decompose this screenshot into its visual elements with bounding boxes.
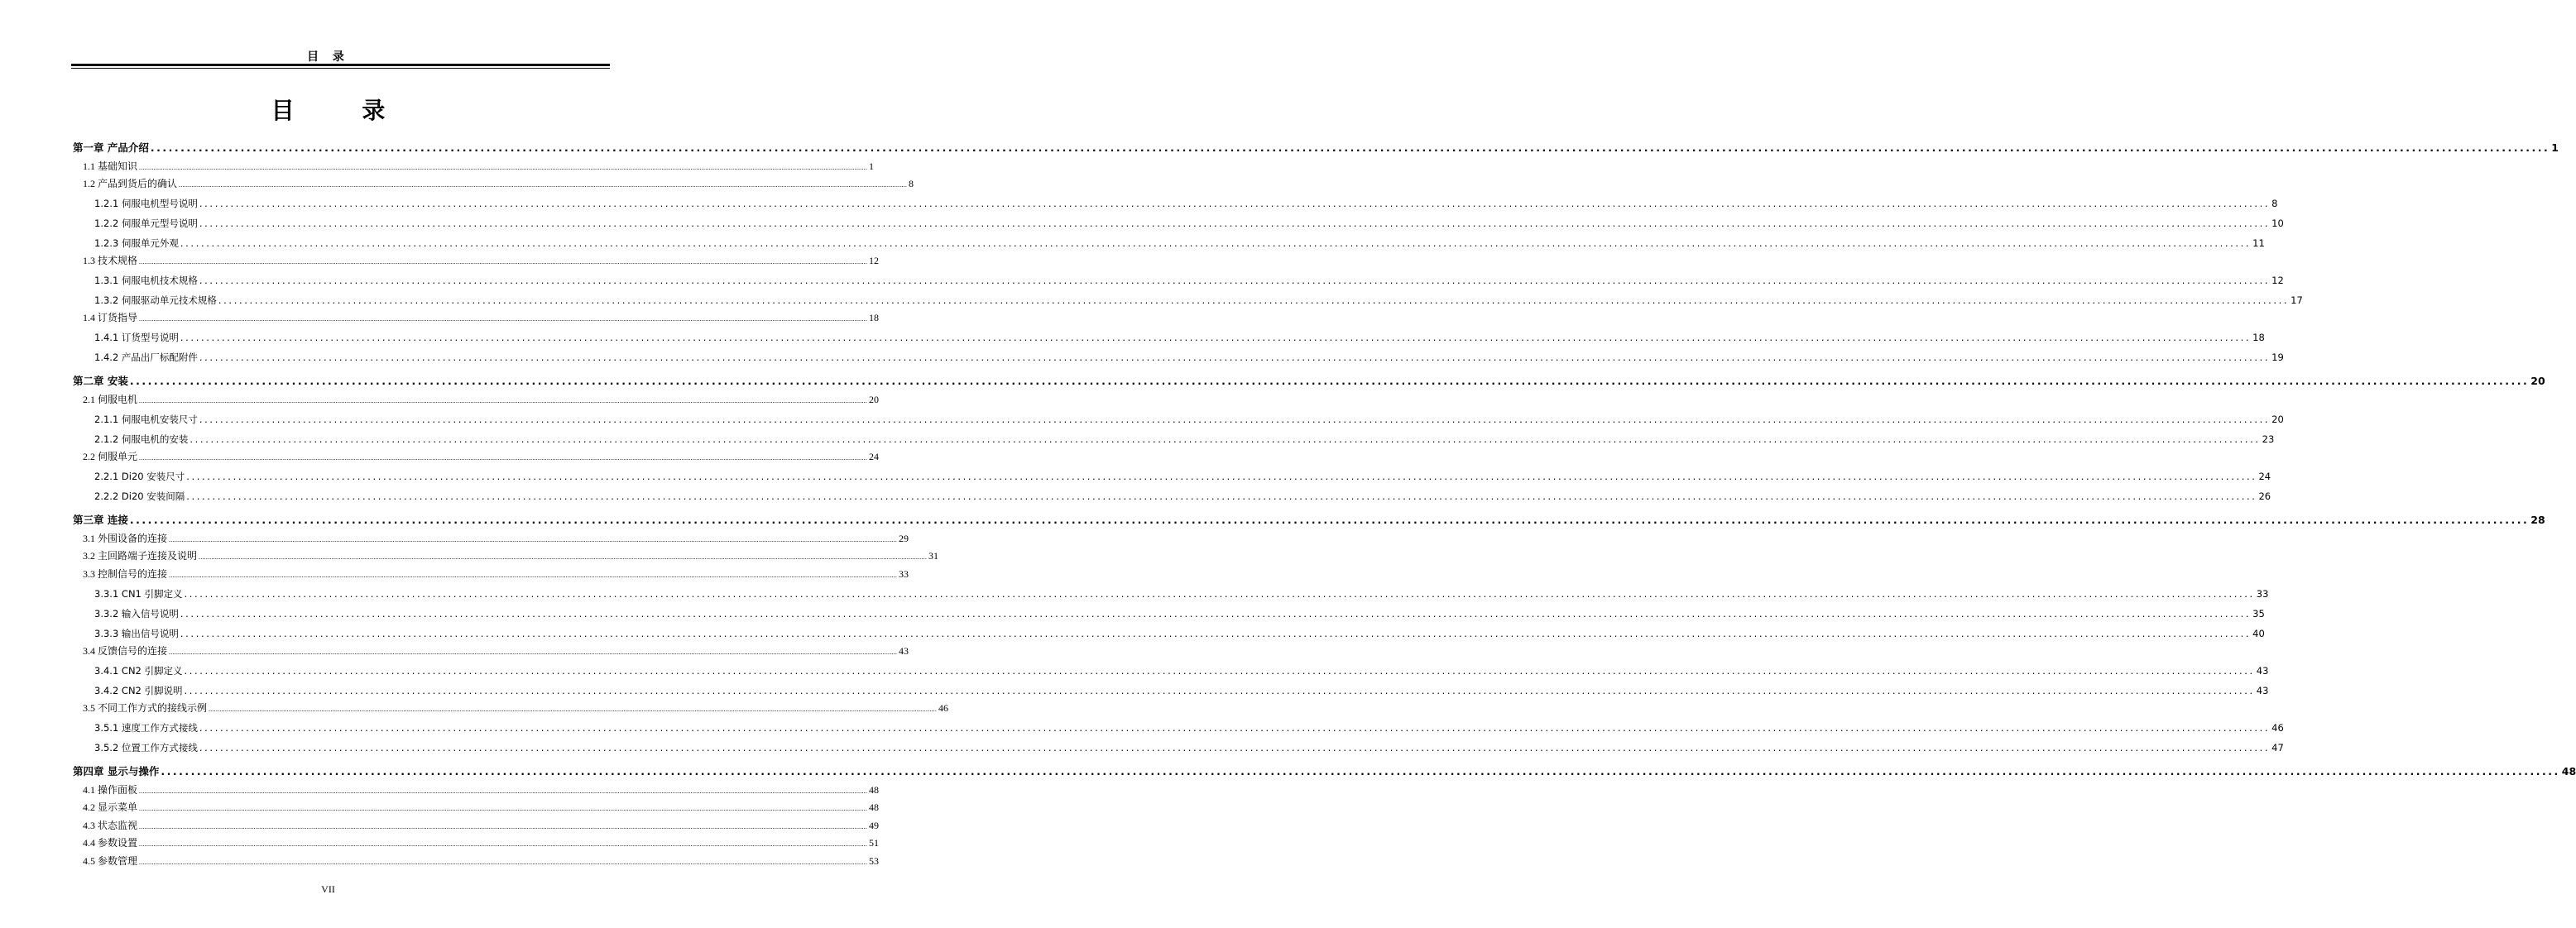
toc-dot-leader: ................................................................................................................................................................................................................................................................................................................................................................................................................: [129, 375, 2530, 387]
toc-dot-leader: ................................................................................................................................................................................................................................................................................................................................................................................................................: [184, 588, 2255, 600]
toc-entry-page: 20: [2530, 375, 2545, 387]
toc-entry[interactable]: [73, 177, 914, 192]
toc-entry-page: 31: [928, 550, 939, 562]
toc-entry-label: 1.2.3 伺服单元外观: [94, 237, 179, 249]
toc-entry[interactable]: [73, 854, 880, 869]
toc-dot-leader: ................................................................................................................................................................................................................................................................................................................................................................................................................: [199, 352, 2271, 363]
toc-dot-leader: ................................................................................................................................................................................................................................................................................................................................................................................................................: [180, 608, 2252, 619]
toc-entry-label: 1.1 基础知识: [83, 160, 138, 172]
toc-dot-leader: ................................................................................................................................................................................................................................................................................................................................................................................................................: [199, 553, 928, 561]
toc-entry[interactable]: [73, 684, 2269, 697]
toc-entry[interactable]: [73, 627, 2265, 640]
toc-dot-leader: ................................................................................................................................................................................................................................................................................................................................................................................................................: [139, 805, 868, 812]
toc-dot-leader: ................................................................................................................................................................................................................................................................................................................................................................................................................: [199, 198, 2271, 209]
toc-dot-leader: ................................................................................................................................................................................................................................................................................................................................................................................................................: [209, 706, 938, 713]
toc-entry-page: 20: [869, 394, 880, 405]
toc-entry-page: 24: [869, 451, 880, 462]
toc-dot-leader: ................................................................................................................................................................................................................................................................................................................................................................................................................: [180, 332, 2252, 343]
toc-entry[interactable]: [73, 393, 880, 408]
toc-entry-page: 53: [869, 855, 880, 867]
toc-dot-leader: ................................................................................................................................................................................................................................................................................................................................................................................................................: [139, 258, 868, 265]
toc-entry-page: 8: [2271, 198, 2278, 209]
toc-entry[interactable]: [73, 514, 2545, 527]
toc-entry-label: 4.2 显示菜单: [83, 801, 138, 813]
toc-dot-leader: ................................................................................................................................................................................................................................................................................................................................................................................................................: [199, 414, 2271, 425]
toc-entry-label: 2.2 伺服单元: [83, 451, 138, 462]
toc-entry-page: 17: [2291, 294, 2303, 306]
page-number: VII: [321, 883, 335, 895]
toc-dot-leader: ................................................................................................................................................................................................................................................................................................................................................................................................................: [186, 471, 2257, 482]
toc-entry-label: 3.3.3 输出信号说明: [94, 628, 179, 639]
toc-entry-label: 2.2.2 Di20 安装间隔: [94, 490, 185, 502]
toc-entry[interactable]: [73, 274, 2284, 287]
toc-dot-leader: ................................................................................................................................................................................................................................................................................................................................................................................................................: [129, 514, 2530, 526]
toc-entry-page: 43: [2256, 665, 2269, 677]
toc-entry[interactable]: [73, 741, 2284, 754]
toc-entry-page: 11: [2252, 237, 2265, 249]
toc-entry-page: 29: [899, 533, 909, 544]
toc-dot-leader: ................................................................................................................................................................................................................................................................................................................................................................................................................: [199, 218, 2271, 229]
toc-entry-page: 47: [2271, 742, 2284, 753]
toc-entry-label: 1.2.1 伺服电机型号说明: [94, 198, 198, 209]
toc-dot-leader: ................................................................................................................................................................................................................................................................................................................................................................................................................: [139, 164, 868, 171]
toc-entry-label: 1.3 技术规格: [83, 255, 138, 266]
toc-entry-label: 3.3 控制信号的连接: [83, 568, 168, 580]
toc-dot-leader: ................................................................................................................................................................................................................................................................................................................................................................................................................: [150, 141, 2550, 154]
toc-entry[interactable]: [73, 375, 2545, 388]
toc-entry-page: 49: [869, 820, 880, 831]
toc-dot-leader: ................................................................................................................................................................................................................................................................................................................................................................................................................: [161, 765, 2560, 777]
toc-entry-page: 33: [2256, 588, 2269, 600]
toc-entry-page: 18: [869, 312, 880, 323]
toc-entry[interactable]: [73, 567, 909, 582]
toc-entry[interactable]: [73, 644, 909, 659]
toc-entry-label: 4.1 操作面板: [83, 784, 138, 796]
toc-entry[interactable]: [73, 217, 2284, 230]
toc-entry-label: 1.2 产品到货后的确认: [83, 178, 178, 189]
toc-entry-page: 40: [2252, 628, 2265, 639]
toc-dot-leader: ................................................................................................................................................................................................................................................................................................................................................................................................................: [169, 648, 898, 656]
toc-entry[interactable]: [73, 664, 2269, 677]
toc-dot-leader: ................................................................................................................................................................................................................................................................................................................................................................................................................: [218, 294, 2290, 306]
toc-entry-label: 4.3 状态监视: [83, 820, 138, 831]
toc-entry-label: 2.1.2 伺服电机的安装: [94, 433, 189, 445]
toc-entry-page: 10: [2271, 218, 2284, 229]
toc-entry-label: 3.5 不同工作方式的接线示例: [83, 702, 208, 714]
toc-entry-label: 4.4 参数设置: [83, 837, 138, 849]
toc-dot-leader: ................................................................................................................................................................................................................................................................................................................................................................................................................: [186, 490, 2257, 502]
toc-entry[interactable]: [73, 311, 880, 326]
toc-entry[interactable]: [73, 701, 949, 716]
toc-entry[interactable]: [73, 549, 939, 564]
toc-dot-leader: ................................................................................................................................................................................................................................................................................................................................................................................................................: [139, 840, 868, 848]
running-header-title: 目 录: [307, 50, 349, 64]
toc-entry[interactable]: [73, 470, 2271, 483]
toc-entry-page: 12: [869, 255, 880, 266]
toc-entry-label: 3.3.2 输入信号说明: [94, 608, 179, 619]
toc-entry-page: 23: [2262, 433, 2275, 445]
toc-entry[interactable]: [73, 237, 2265, 250]
toc-entry-page: 46: [938, 702, 949, 714]
toc-entry-label: 4.5 参数管理: [83, 855, 138, 867]
toc-dot-leader: ................................................................................................................................................................................................................................................................................................................................................................................................................: [139, 859, 868, 866]
toc-entry-page: 26: [2258, 490, 2271, 502]
toc-dot-leader: ................................................................................................................................................................................................................................................................................................................................................................................................................: [199, 722, 2271, 734]
toc-entry-page: 19: [2271, 352, 2284, 363]
toc-entry[interactable]: [73, 819, 880, 834]
toc-dot-leader: ................................................................................................................................................................................................................................................................................................................................................................................................................: [139, 787, 868, 795]
toc-dot-leader: ................................................................................................................................................................................................................................................................................................................................................................................................................: [189, 433, 2261, 445]
toc-entry[interactable]: [73, 532, 909, 547]
toc-entry-label: 3.3.1 CN1 引脚定义: [94, 588, 183, 600]
toc-dot-leader: ................................................................................................................................................................................................................................................................................................................................................................................................................: [139, 823, 868, 830]
toc-entry[interactable]: [73, 331, 2265, 344]
toc-entry-page: 24: [2258, 471, 2271, 482]
toc-entry-label: 3.5.1 速度工作方式接线: [94, 722, 198, 734]
toc-entry[interactable]: [73, 254, 880, 269]
toc-entry-label: 第二章 安装: [73, 375, 128, 387]
toc-entry-label: 1.2.2 伺服单元型号说明: [94, 218, 198, 229]
toc-entry-label: 第四章 显示与操作: [73, 765, 160, 777]
toc-entry-page: 33: [899, 568, 909, 580]
toc-entry[interactable]: [73, 783, 880, 798]
toc-entry[interactable]: [73, 197, 2278, 210]
toc-entry-label: 1.3.1 伺服电机技术规格: [94, 275, 198, 286]
toc-entry-page: 43: [899, 645, 909, 657]
toc-entry[interactable]: [73, 351, 2284, 364]
toc-entry-page: 48: [869, 801, 880, 813]
toc-entry[interactable]: [73, 450, 880, 465]
toc-entry[interactable]: [73, 607, 2265, 620]
toc-entry[interactable]: [73, 294, 2303, 307]
toc-entry-page: 35: [2252, 608, 2265, 619]
toc-entry-page: 46: [2271, 722, 2284, 734]
toc-entry-label: 3.2 主回路端子连接及说明: [83, 550, 198, 562]
toc-entry[interactable]: [73, 160, 875, 175]
toc-entry-page: 48: [869, 784, 880, 796]
toc-entry-page: 43: [2256, 685, 2269, 696]
toc-entry-label: 1.3.2 伺服驱动单元技术规格: [94, 294, 217, 306]
toc-entry-label: 第一章 产品介绍: [73, 141, 149, 154]
toc-dot-leader: ................................................................................................................................................................................................................................................................................................................................................................................................................: [169, 536, 898, 543]
toc-entry-page: 1: [869, 160, 875, 172]
toc-entry-page: 48: [2561, 765, 2576, 777]
toc-dot-leader: ................................................................................................................................................................................................................................................................................................................................................................................................................: [139, 397, 868, 404]
toc-entry-page: 20: [2271, 414, 2284, 425]
toc-entry-label: 1.4 订货指导: [83, 312, 138, 323]
toc-entry-label: 2.1.1 伺服电机安装尺寸: [94, 414, 198, 425]
toc-dot-leader: ................................................................................................................................................................................................................................................................................................................................................................................................................: [180, 237, 2252, 249]
toc-dot-leader: ................................................................................................................................................................................................................................................................................................................................................................................................................: [180, 628, 2252, 639]
toc-entry-page: 18: [2252, 332, 2265, 343]
toc-entry[interactable]: [73, 141, 2559, 155]
toc-dot-leader: ................................................................................................................................................................................................................................................................................................................................................................................................................: [199, 275, 2271, 286]
toc-entry[interactable]: [73, 433, 2275, 446]
toc-entry-label: 3.4.2 CN2 引脚说明: [94, 685, 183, 696]
toc-dot-leader: ................................................................................................................................................................................................................................................................................................................................................................................................................: [169, 572, 898, 579]
toc-entry[interactable]: [73, 721, 2284, 734]
toc-dot-leader: ................................................................................................................................................................................................................................................................................................................................................................................................................: [179, 181, 908, 189]
toc-dot-leader: ................................................................................................................................................................................................................................................................................................................................................................................................................: [184, 685, 2255, 696]
toc-entry-page: 1: [2551, 141, 2559, 154]
toc-entry-label: 1.4.1 订货型号说明: [94, 332, 179, 343]
toc-entry[interactable]: [73, 490, 2271, 503]
toc-entry-label: 第三章 连接: [73, 514, 128, 526]
toc-entry-page: 12: [2271, 275, 2284, 286]
toc-entry-label: 3.4.1 CN2 引脚定义: [94, 665, 183, 677]
toc-entry-label: 1.4.2 产品出厂标配附件: [94, 352, 198, 363]
toc-entry-label: 2.2.1 Di20 安装尺寸: [94, 471, 185, 482]
toc-entry-label: 2.1 伺服电机: [83, 394, 138, 405]
toc-dot-leader: ................................................................................................................................................................................................................................................................................................................................................................................................................: [199, 742, 2271, 753]
toc-entry[interactable]: [73, 801, 880, 816]
toc-entry[interactable]: [73, 765, 2576, 778]
toc-dot-leader: ................................................................................................................................................................................................................................................................................................................................................................................................................: [184, 665, 2255, 677]
toc-entry[interactable]: [73, 836, 880, 851]
toc-entry-page: 28: [2530, 514, 2545, 526]
toc-dot-leader: ................................................................................................................................................................................................................................................................................................................................................................................................................: [139, 454, 868, 462]
toc-entry-label: 3.5.2 位置工作方式接线: [94, 742, 198, 753]
toc-entry-page: 8: [909, 178, 914, 189]
toc-dot-leader: ................................................................................................................................................................................................................................................................................................................................................................................................................: [139, 315, 868, 323]
toc-entry[interactable]: [73, 587, 2269, 600]
toc-entry-label: 3.4 反馈信号的连接: [83, 645, 168, 657]
toc-title: 目 录: [271, 97, 415, 124]
toc-entry[interactable]: [73, 413, 2284, 426]
toc-entry-label: 3.1 外围设备的连接: [83, 533, 168, 544]
toc-entry-page: 51: [869, 837, 880, 849]
